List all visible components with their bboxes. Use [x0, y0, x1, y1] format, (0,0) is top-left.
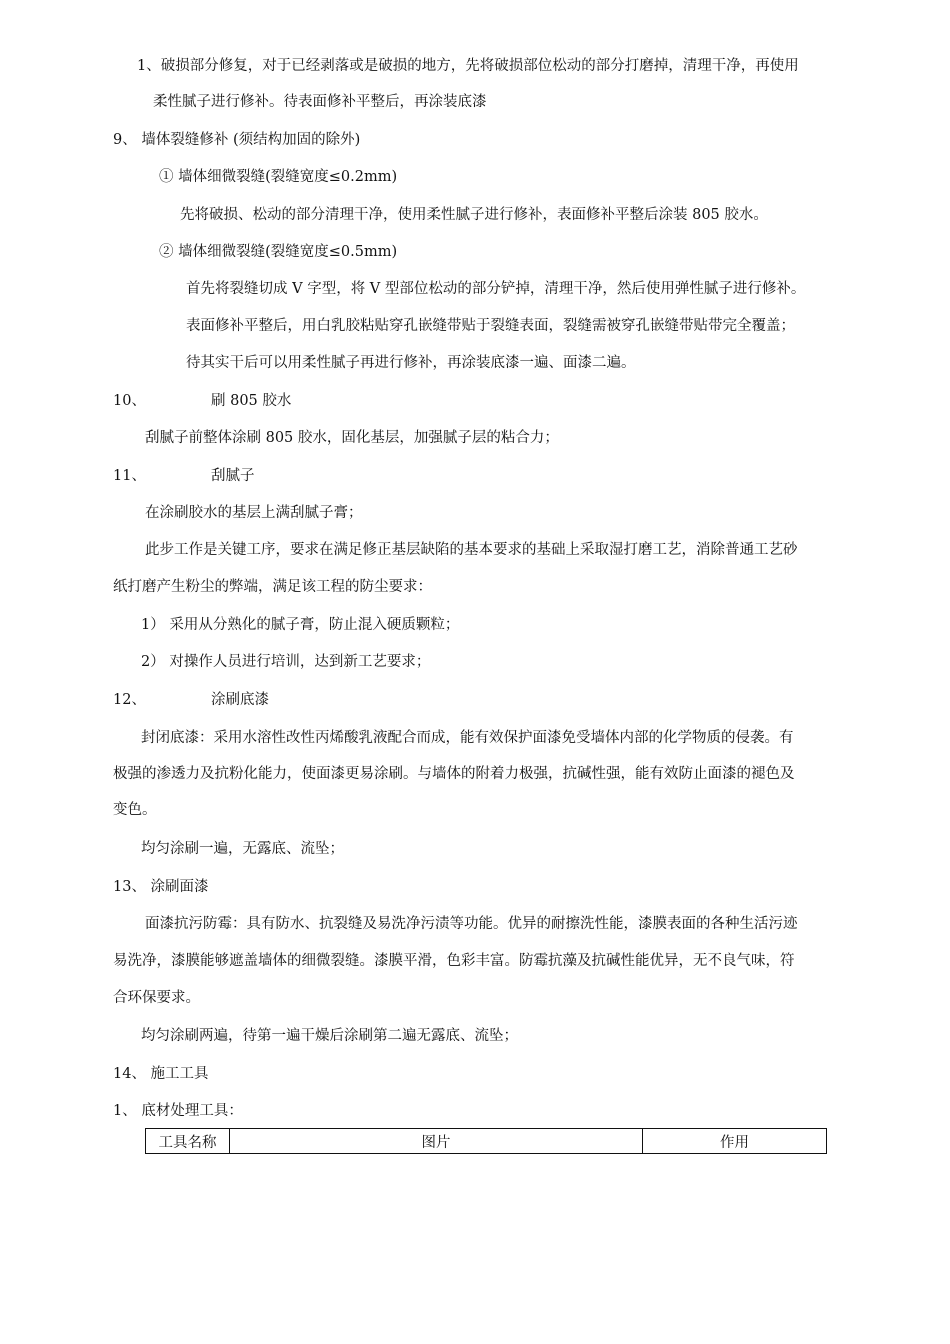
text-line: 此步工作是关键工序，要求在满足修正基层缺陷的基本要求的基础上采取湿打磨工艺，消除普通工艺砂 [145, 542, 798, 558]
list-item: 2） 对操作人员进行培训，达到新工艺要求； [141, 654, 431, 670]
text-line: 变色。 [113, 802, 157, 818]
text-line: 合环保要求。 [113, 990, 200, 1006]
text-line: 均匀涂刷一遍，无露底、流坠； [141, 841, 344, 857]
text-line: 1、破损部分修复，对于已经剥落或是破损的地方，先将破损部位松动的部分打磨掉，清理干净，再使用 [137, 58, 799, 74]
text-line: 首先将裂缝切成 V 字型，将 V 型部位松动的部分铲掉，清理干净，然后使用弹性腻子进行修补。 [186, 281, 806, 297]
subsection-heading: ① 墙体细微裂缝(裂缝宽度≤0.2mm) [159, 169, 398, 185]
section-heading: 14、 施工工具 [113, 1066, 209, 1082]
table-header-image: 图片 [230, 1129, 643, 1153]
text-line: 纸打磨产生粉尘的弊端，满足该工程的防尘要求： [113, 579, 432, 595]
section-heading: 刮腻子 [211, 468, 255, 484]
text-line: 极强的渗透力及抗粉化能力，使面漆更易涂刷。与墙体的附着力极强，抗碱性强，能有效防止面漆的褪色及 [113, 766, 795, 782]
text-line: 均匀涂刷两遍，待第一遍干燥后涂刷第二遍无露底、流坠； [141, 1028, 518, 1044]
text-line: 柔性腻子进行修补。待表面修补平整后，再涂装底漆 [153, 94, 487, 110]
section-heading: 涂刷底漆 [211, 692, 269, 708]
text-line: 面漆抗污防霉：具有防水、抗裂缝及易洗净污渍等功能。优异的耐擦洗性能，漆膜表面的各种生活污迹 [145, 916, 798, 932]
subsection-heading: ② 墙体细微裂缝(裂缝宽度≤0.5mm) [159, 244, 398, 260]
text-line: 表面修补平整后，用白乳胶粘贴穿孔嵌缝带贴于裂缝表面，裂缝需被穿孔嵌缝带贴带完全覆盖； [186, 318, 795, 334]
text-line: 在涂刷胶水的基层上满刮腻子膏； [145, 505, 363, 521]
section-number: 12、 [113, 692, 146, 708]
text-line: 待其实干后可以用柔性腻子再进行修补，再涂装底漆一遍、面漆二遍。 [186, 355, 636, 371]
section-number: 11、 [113, 468, 146, 484]
section-heading: 刷 805 胶水 [211, 393, 292, 409]
text-line: 刮腻子前整体涂刷 805 胶水，固化基层，加强腻子层的粘合力； [145, 430, 559, 446]
text-line: 易洗净，漆膜能够遮盖墙体的细微裂缝。漆膜平滑，色彩丰富。防霉抗藻及抗碱性能优异，无不良气味，符 [113, 953, 795, 969]
subsection-heading: 1、 底材处理工具： [113, 1103, 243, 1119]
tools-table [145, 1128, 827, 1154]
text-line: 先将破损、松动的部分清理干净，使用柔性腻子进行修补，表面修补平整后涂装 805 胶水。 [180, 207, 768, 223]
section-heading: 9、 墙体裂缝修补 (须结构加固的除外) [113, 132, 361, 148]
list-item: 1） 采用从分熟化的腻子膏，防止混入硬质颗粒； [141, 617, 460, 633]
section-heading: 13、 涂刷面漆 [113, 879, 209, 895]
table-header-purpose: 作用 [720, 1134, 749, 1151]
table-header-tool-name: 工具名称 [146, 1129, 230, 1153]
text-line: 封闭底漆：采用水溶性改性丙烯酸乳液配合而成，能有效保护面漆免受墙体内部的化学物质的侵袭。有 [141, 730, 794, 746]
section-number: 10、 [113, 393, 146, 409]
